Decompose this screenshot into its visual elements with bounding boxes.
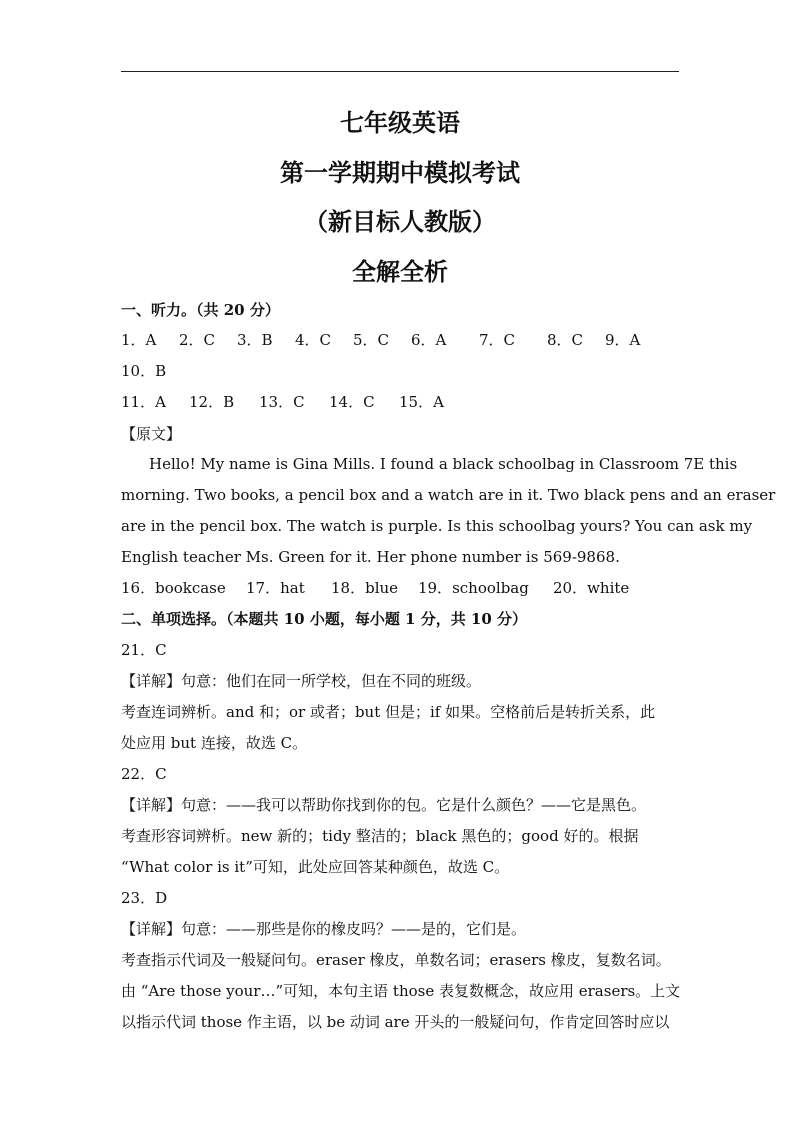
passage-line: Hello! My name is Gina Mills. I found a black schoolbag in Classroom 7E this bbox=[149, 455, 738, 473]
answer-item: 18．blue bbox=[331, 579, 399, 597]
answer-item: 6．A bbox=[411, 331, 447, 349]
q23-explanation-line: 考查指示代词及一般疑问句。eraser 橡皮，单数名词；erasers 橡皮，复数名词。 bbox=[121, 951, 671, 969]
section2-heading: 二、单项选择。（本题共 10 小题，每小题 1 分，共 10 分） bbox=[121, 610, 528, 628]
answers-row-2: 10．B bbox=[121, 362, 167, 380]
q22-explanation-line: “What color is it”可知，此处应回答某种颜色，故选 C。 bbox=[121, 858, 510, 876]
answer-item: 20．white bbox=[553, 579, 630, 597]
q23-explanation-line: 由 “Are those your…”可知，本句主语 those 表复数概念，故应用 erasers。上文 bbox=[121, 982, 681, 1000]
section1-heading: 一、听力。（共 20 分） bbox=[121, 301, 280, 319]
answer-item: 3．B bbox=[237, 331, 273, 349]
answer-item: 7．C bbox=[479, 331, 516, 349]
answers-row-1 bbox=[121, 330, 640, 350]
q22-explanation-line: 【详解】句意：——我可以帮助你找到你的包。它是什么颜色？——它是黑色。 bbox=[121, 796, 647, 814]
q21-explanation-line: 处应用 but 连接，故选 C。 bbox=[121, 734, 308, 752]
answer-item: 12．B bbox=[189, 393, 235, 411]
yuanwen-label: 【原文】 bbox=[121, 425, 182, 443]
q22-answer: 22．C bbox=[121, 765, 167, 783]
answer-item: 17．hat bbox=[246, 579, 305, 597]
passage-line: English teacher Ms. Green for it. Her phone number is 569-9868. bbox=[121, 548, 620, 566]
doc-title-edition: （新目标人教版） bbox=[304, 208, 496, 236]
answer-item: 4．C bbox=[295, 331, 332, 349]
answer-item: 9．A bbox=[605, 331, 641, 349]
q23-explanation-line: 【详解】句意：——那些是你的橡皮吗？——是的，它们是。 bbox=[121, 920, 527, 938]
answer-item: 14．C bbox=[329, 393, 375, 411]
answer-item: 15．A bbox=[399, 393, 444, 411]
passage-line: are in the pencil box. The watch is purple. Is this schoolbag yours? You can ask my bbox=[121, 517, 753, 535]
q21-explanation-line: 考查连词辨析。and 和；or 或者；but 但是；if 如果。空格前后是转折关系，此 bbox=[121, 703, 656, 721]
answers-row-4 bbox=[121, 578, 629, 598]
answer-item: 5．C bbox=[353, 331, 390, 349]
q21-explanation-line: 【详解】句意：他们在同一所学校，但在不同的班级。 bbox=[121, 672, 482, 690]
q22-explanation-line: 考查形容词辨析。new 新的；tidy 整洁的；black 黑色的；good 好的。根据 bbox=[121, 827, 639, 845]
answer-item: 8．C bbox=[547, 331, 584, 349]
doc-title-grade: 七年级英语 bbox=[340, 109, 460, 137]
q23-answer: 23．D bbox=[121, 889, 168, 907]
doc-title-exam: 第一学期期中模拟考试 bbox=[280, 159, 520, 187]
doc-title-analysis: 全解全析 bbox=[352, 258, 448, 286]
q23-explanation-line: 以指示代词 those 作主语，以 be 动词 are 开头的一般疑问句，作肯定回答时应以 bbox=[121, 1013, 670, 1031]
header-rule bbox=[121, 71, 679, 72]
answer-item: 11．A bbox=[121, 393, 166, 411]
answer-item: 2．C bbox=[179, 331, 216, 349]
answer-item: 16．bookcase bbox=[121, 579, 226, 597]
answer-item: 13．C bbox=[259, 393, 305, 411]
passage-line: morning. Two books, a pencil box and a watch are in it. Two black pens and an eraser bbox=[121, 486, 776, 504]
answers-row-3 bbox=[121, 392, 444, 412]
answer-item: 19．schoolbag bbox=[418, 579, 529, 597]
answer-item: 1．A bbox=[121, 331, 157, 349]
q21-answer: 21．C bbox=[121, 641, 167, 659]
